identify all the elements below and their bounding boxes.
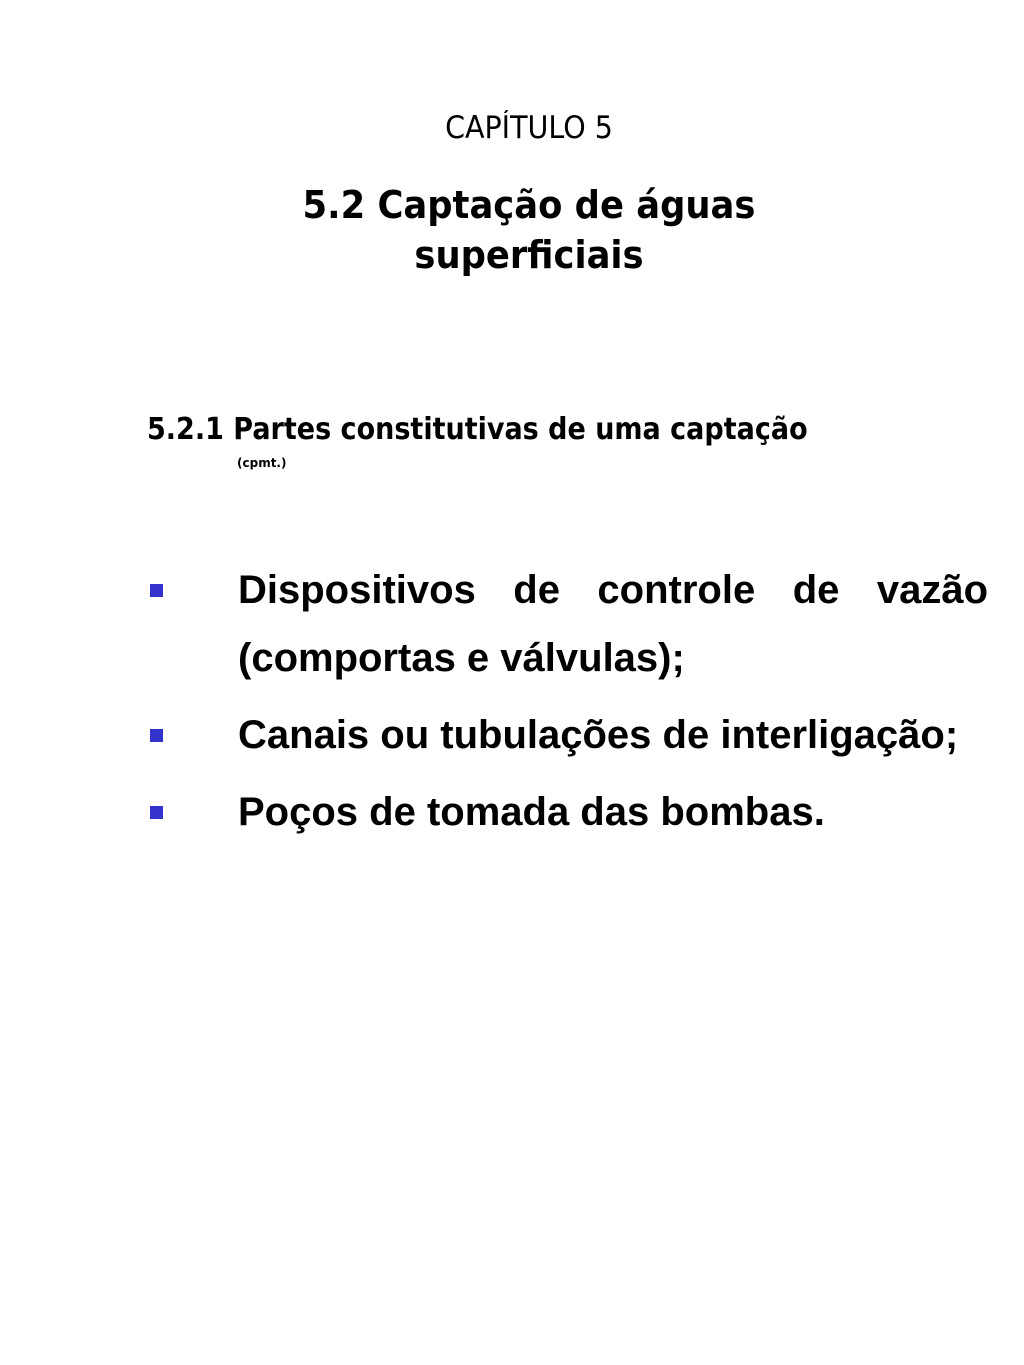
bullet-list [147, 556, 988, 855]
bullet-item [147, 701, 988, 769]
bullet-text: Canais ou tubulações de interligação; [238, 713, 959, 757]
bullet-item [147, 778, 988, 846]
slide-title-line-2: superficiais [414, 233, 644, 277]
square-bullet-icon [150, 729, 163, 742]
square-bullet-icon [150, 584, 163, 597]
chapter-label: CAPÍTULO 5 [445, 110, 613, 146]
square-bullet-icon [150, 806, 163, 819]
slide-title [37, 180, 1021, 280]
slide-title-line-1: 5.2 Captação de águas [302, 183, 756, 227]
bullet-text: Poços de tomada das bombas. [238, 790, 825, 834]
bullet-text: Dispositivos de controle de vazão (comportas e válvulas); [238, 568, 988, 680]
section-heading: 5.2.1 Partes constitutivas de uma captação [147, 412, 808, 447]
section-note: (cpmt.) [237, 456, 287, 470]
bullet-item [147, 556, 988, 692]
